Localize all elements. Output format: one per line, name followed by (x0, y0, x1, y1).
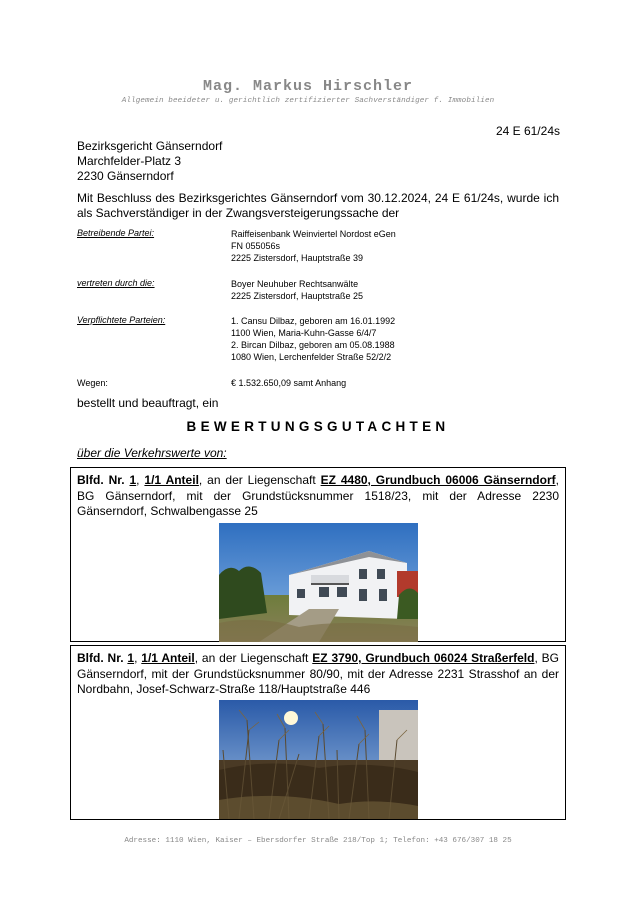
property-lead: Blfd. Nr. (77, 473, 125, 487)
represented-details (231, 278, 363, 302)
land-photo-illustration (219, 700, 418, 819)
property-number: 1 (129, 473, 137, 487)
court-street: Marchfelder-Platz 3 (77, 154, 182, 168)
obligated-line: 2. Bircan Dilbaz, geboren am 05.08.1988 (231, 340, 395, 350)
bestellt-text: bestellt und beauftragt, ein (77, 396, 219, 410)
property-text: , an der Liegenschaft (198, 473, 321, 487)
property-rest: , BG Gänserndorf, mit der Grundstücksnummer 1518/23, mit der Adresse 2230 Gänserndorf, Schwalbengasse 25 (77, 473, 559, 518)
property-rest: , BG Gänserndorf, mit der Grundstücksnummer 80/90, mit der Adresse 2231 Strasshof an der Nordbahn, Josef-Schwarz-Straße 118/Hauptstraße 446 (77, 651, 560, 696)
obligated-details (231, 315, 395, 363)
property-description: Blfd. Nr. 1, 1/1 Anteil, an der Liegenschaft EZ 3790, Grundbuch 06024 Straßerfeld, BG Gänserndorf, mit der Grundstücksnummer 80/90, mit der Adresse 2231 Strasshof an der Nordbahn, Josef-Schwarz-Straße 118/Hauptstraße 446 (77, 651, 560, 696)
represented-line: 2225 Zistersdorf, Hauptstraße 25 (231, 291, 364, 301)
property-ez: EZ 3790, Grundbuch 06024 Straßerfeld (312, 651, 535, 665)
property-photo-land (219, 700, 418, 819)
property-description: Blfd. Nr. 1, 1/1 Anteil, an der Liegenschaft EZ 4480, Grundbuch 06006 Gänserndorf, BG Gänserndorf, mit der Grundstücksnummer 1518/23, mit der Adresse 2230 Gänserndorf, Schwalbengasse 25 (77, 473, 559, 518)
obligated-line: 1080 Wien, Lerchenfelder Straße 52/2/2 (231, 352, 392, 362)
expert-subtitle: Allgemein beeideter u. gerichtlich zertifizierter Sachverständiger f. Immobilien (121, 97, 495, 105)
wegen-label: Wegen: (77, 378, 108, 388)
section-heading: über die Verkehrswerte von: (77, 446, 227, 460)
court-city: 2230 Gänserndorf (77, 169, 174, 183)
house-photo-illustration (219, 523, 418, 642)
represented-label: vertreten durch die: (77, 278, 155, 288)
obligated-line: 1. Cansu Dilbaz, geboren am 16.01.1992 (231, 316, 396, 326)
creditor-line: FN 055056s (231, 241, 281, 251)
creditor-line: Raiffeisenbank Weinviertel Nordost eGen (231, 229, 396, 239)
case-number: 24 E 61/24s (495, 124, 560, 138)
obligated-label: Verpflichtete Parteien: (77, 315, 166, 325)
represented-line: Boyer Neuhuber Rechtsanwälte (231, 279, 359, 289)
expert-name: Mag. Markus Hirschler (202, 78, 414, 95)
property-box (70, 645, 566, 820)
obligated-line: 1100 Wien, Maria-Kuhn-Gasse 6/4/7 (231, 328, 377, 338)
property-ez: EZ 4480, Grundbuch 06006 Gänserndorf (320, 473, 556, 487)
creditor-label: Betreibende Partei: (77, 228, 155, 238)
creditor-details (231, 228, 396, 264)
property-photo-house (219, 523, 418, 642)
property-share: 1/1 Anteil (144, 473, 199, 487)
property-box (70, 467, 566, 642)
footer-address: Adresse: 1110 Wien, Kaiser – Ebersdorfer Straße 218/Top 1; Telefon: +43 676/307 18 25 (124, 837, 512, 845)
property-lead: Blfd. Nr. (77, 651, 124, 665)
property-text: , an der Liegenschaft (194, 651, 313, 665)
wegen-value: € 1.532.650,09 samt Anhang (231, 378, 347, 388)
document-title: BEWERTUNGSGUTACHTEN (186, 419, 450, 434)
property-number: 1 (127, 651, 135, 665)
court-address (77, 139, 222, 184)
creditor-line: 2225 Zistersdorf, Hauptstraße 39 (231, 253, 364, 263)
intro-paragraph: Mit Beschluss des Bezirksgerichtes Gänserndorf vom 30.12.2024, 24 E 61/24s, wurde ich als Sachverständiger in der Zwangsversteigerungssache der (77, 191, 559, 220)
court-name: Bezirksgericht Gänserndorf (77, 139, 223, 153)
property-share: 1/1 Anteil (141, 651, 195, 665)
